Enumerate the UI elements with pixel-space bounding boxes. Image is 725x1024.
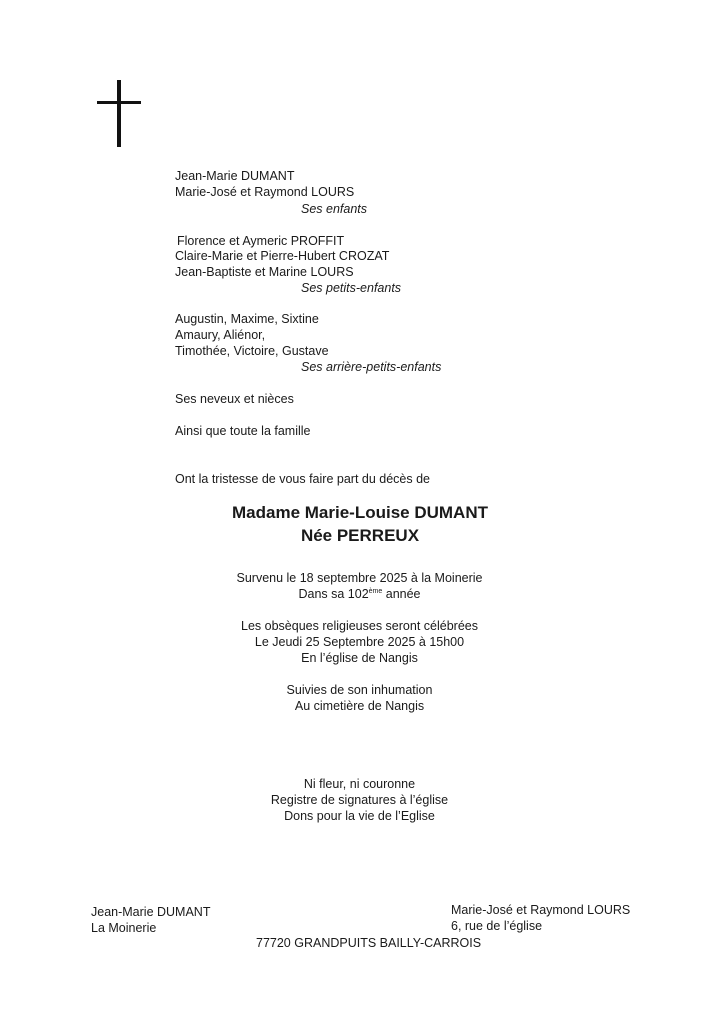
children-label: Ses enfants [301,202,368,216]
funeral-line: Les obsèques religieuses seront célébrées [241,619,478,633]
age-line: Dans sa 102ème année [298,587,421,601]
right-address-street: 6, rue de l’église [451,919,543,933]
left-address-name: Jean-Marie DUMANT [91,905,211,919]
intro-line: Ont la tristesse de vous faire part du décès de [175,472,430,486]
great-grandchild-name: Amaury, Aliénor, [175,328,266,342]
funeral-line: En l’église de Nangis [301,651,418,665]
grandchild-name: Claire-Marie et Pierre-Hubert CROZAT [175,249,390,263]
common-address: 77720 GRANDPUITS BAILLY-CARROIS [256,936,482,950]
wishes-line: Registre de signatures à l’église [270,793,449,807]
right-address-name: Marie-José et Raymond LOURS [451,903,631,917]
deceased-name: Madame Marie-Louise DUMANT [232,503,488,522]
child-name: Marie-José et Raymond LOURS [175,185,355,199]
nephews-line: Ses neveux et nièces [175,392,294,406]
death-line: Survenu le 18 septembre 2025 à la Moinerie [236,571,483,585]
grandchild-name: Florence et Aymeric PROFFIT [177,234,345,248]
wishes-line: Ni fleur, ni couronne [303,777,416,791]
left-address-street: La Moinerie [91,921,157,935]
grandchild-name: Jean-Baptiste et Marine LOURS [175,265,354,279]
child-name: Jean-Marie DUMANT [175,169,295,183]
grandchildren-label: Ses petits-enfants [301,281,402,295]
burial-line: Au cimetière de Nangis [294,699,425,713]
maiden-name: Née PERREUX [300,526,420,545]
wishes-line: Dons pour la vie de l’Eglise [284,809,435,823]
funeral-line: Le Jeudi 25 Septembre 2025 à 15h00 [254,635,465,649]
great-grandchildren-label: Ses arrière-petits-enfants [301,360,442,374]
great-grandchild-name: Augustin, Maxime, Sixtine [175,312,319,326]
family-line: Ainsi que toute la famille [175,424,311,438]
cross-icon [97,80,141,147]
great-grandchild-name: Timothée, Victoire, Gustave [175,344,329,358]
burial-line: Suivies de son inhumation [286,683,433,697]
